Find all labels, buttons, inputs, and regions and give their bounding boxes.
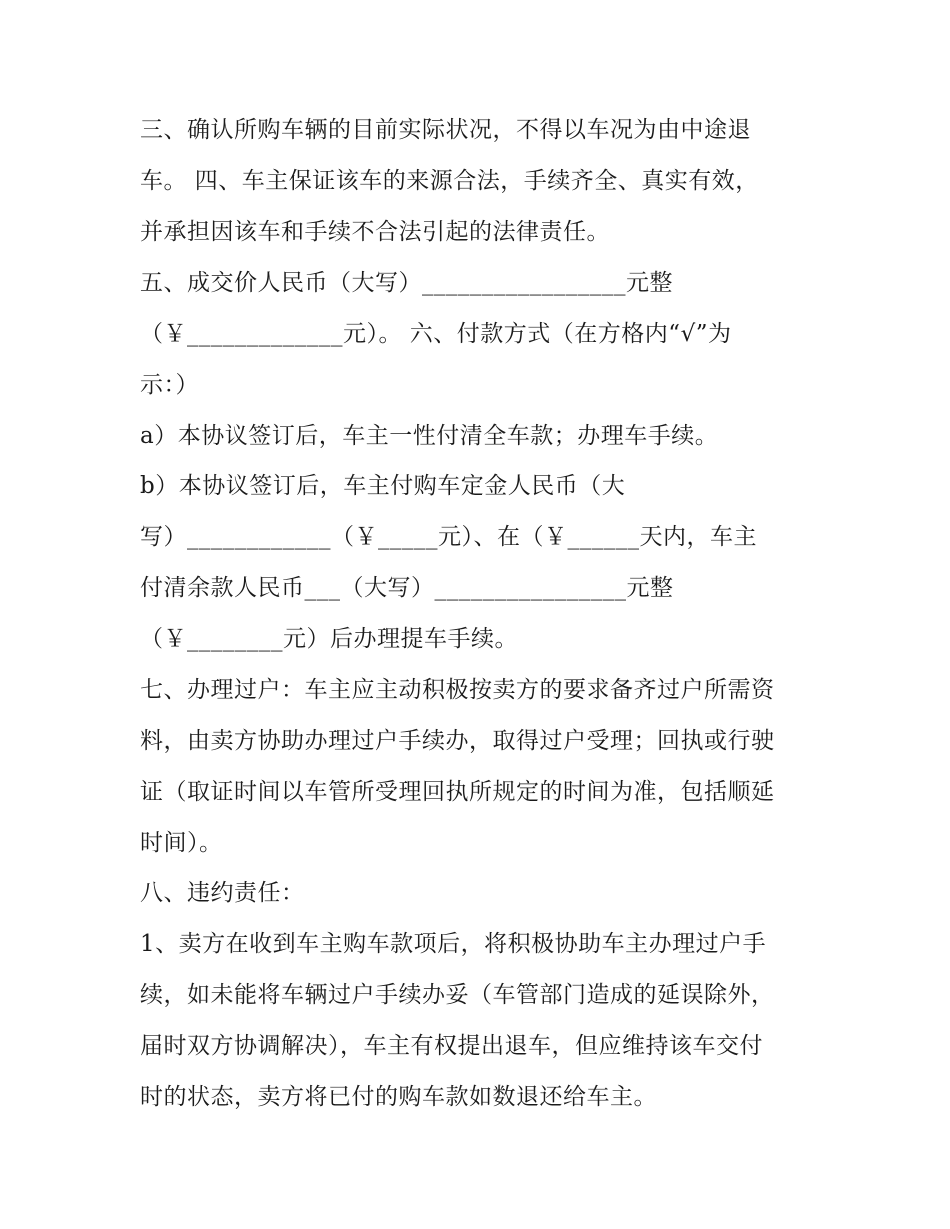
text-line: 时的状态，卖方将已付的购车款如数退还给车主。 (140, 1084, 657, 1110)
text-line: 证（取证时间以车管所受理回执所规定的时间为准，包括顺延 (140, 779, 775, 805)
text-line: 三、确认所购车辆的目前实际状况，不得以车况为由中途退 (140, 117, 751, 143)
text-line: 并承担因该车和手续不合法引起的法律责任。 (140, 219, 610, 245)
text-line: 示：） (140, 372, 199, 398)
text-line: （￥________元）后办理提车手续。 (140, 626, 518, 652)
text-line: 1、卖方在收到车主购车款项后，将积极协助车主办理过户手 (140, 931, 767, 957)
text-line: 车。 四、车主保证该车的来源合法，手续齐全、真实有效， (140, 168, 759, 194)
text-line: 料，由卖方协助办理过户手续办，取得过户受理；回执或行驶 (140, 728, 775, 754)
text-line: 时间）。 (140, 830, 223, 856)
text-line: 五、成交价人民币（大写）_________________元整 (140, 270, 673, 296)
text-line: 付清余款人民币___（大写）________________元整 (140, 575, 674, 601)
text-line: 写）____________（￥_____元）、在（￥______天内，车主 (140, 524, 757, 550)
text-line: b）本协议签订后，车主付购车定金人民币（大 (140, 473, 626, 499)
text-line: （￥_____________元）。 六、付款方式（在方格内“√”为 (140, 321, 732, 347)
text-line: 续，如未能将车辆过户手续办妥（车管部门造成的延误除外， (140, 982, 775, 1008)
text-line: 七、办理过户：车主应主动积极按卖方的要求备齐过户所需资 (140, 677, 775, 703)
text-line: 届时双方协调解决），车主有权提出退车，但应维持该车交付 (140, 1033, 763, 1059)
text-line: a）本协议签订后，车主一性付清全车款；办理车手续。 (140, 423, 719, 449)
text-line: 八、违约责任： (140, 880, 305, 906)
